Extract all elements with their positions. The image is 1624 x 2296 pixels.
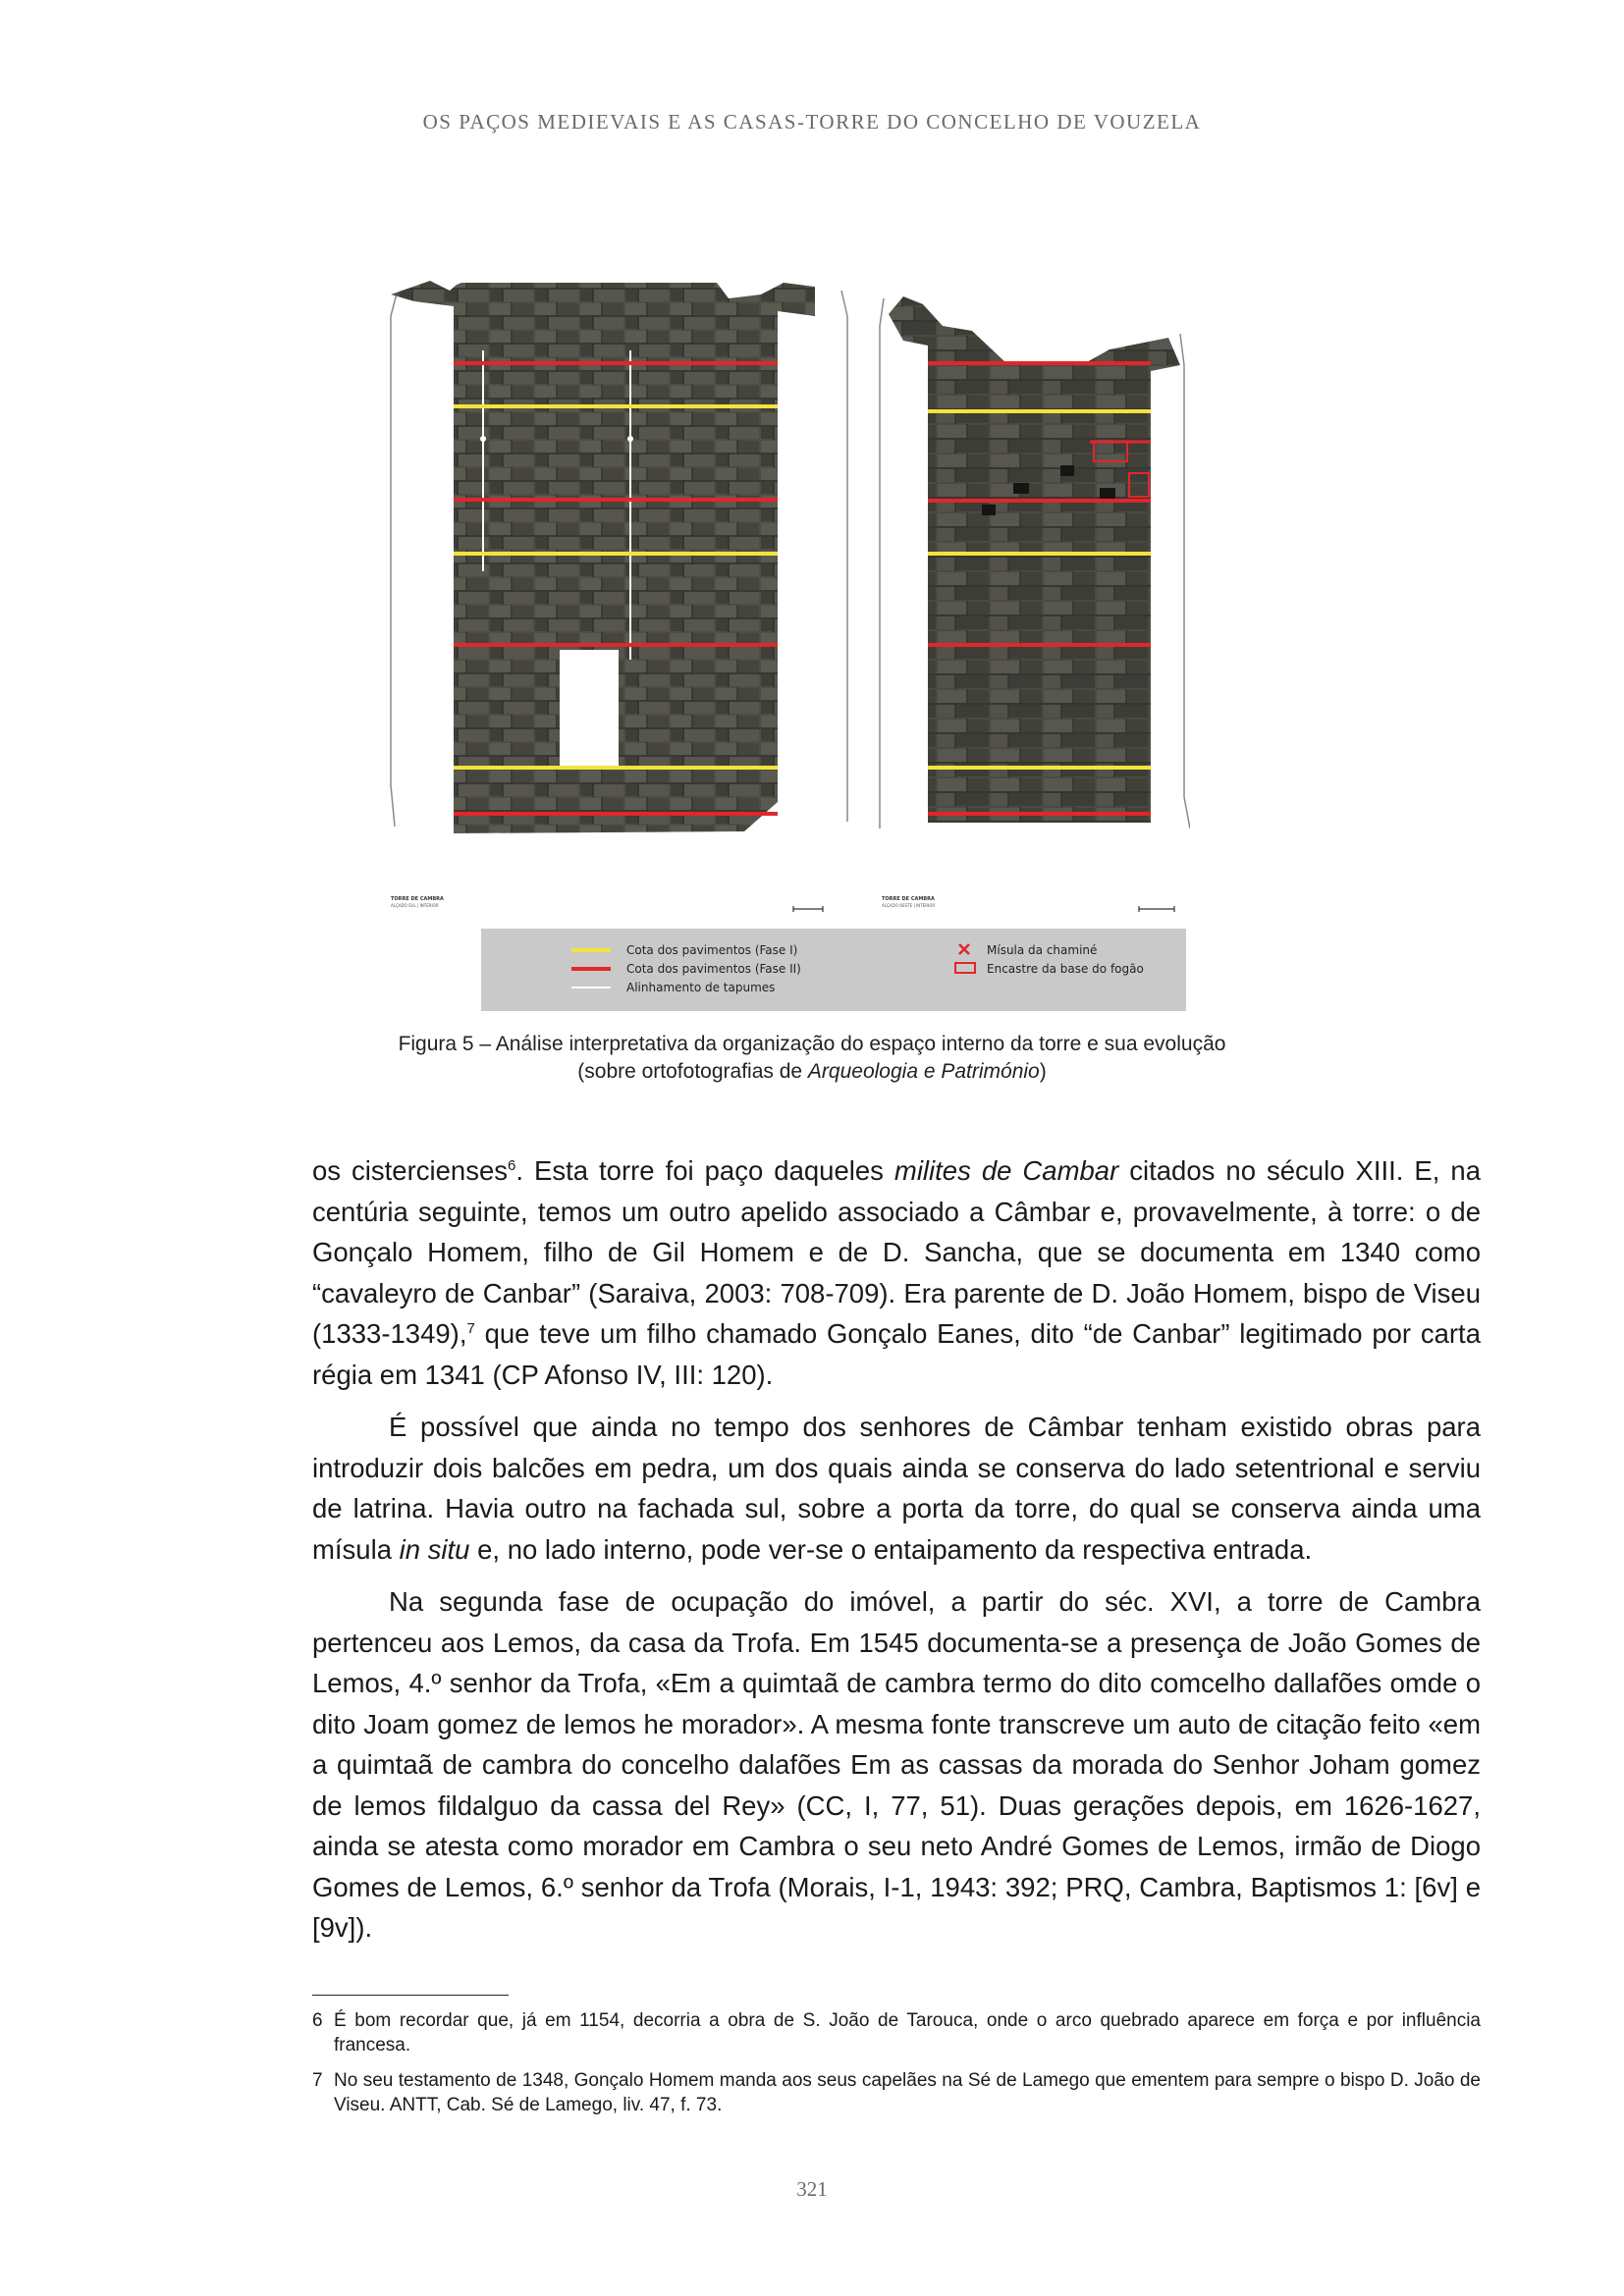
legend-white-line: Alinhamento de tapumes [626,981,776,994]
paragraph-2: É possível que ainda no tempo dos senhores de Câmbar tenham existido obras para introduzir dois balcões em pedra, um dos quais ainda se conserva do lado setentrional e serviu de latrina. Havia outro na fachada sul, sobre a porta da torre, do qual se conserva ainda uma mísula in situ e, no lado interno, pode ver-se o entaipamento da respectiva entrada. [312,1412,1481,1565]
figure-caption [0,1031,1624,1086]
figure-legend [481,929,1186,1011]
footnote-text: É bom recordar que, já em 1154, decorria a obra de S. João de Tarouca, onde o arco quebrado aparece em força e por influência francesa. [334,2010,1481,2056]
caption-line-2 [0,1058,1624,1086]
paragraph-3: Na segunda fase de ocupação do imóvel, a partir do séc. XVI, a torre de Cambra pertenceu aos Lemos, da casa da Trofa. Em 1545 documenta-se a presença de João Gomes de Lemos, 4.º senhor da Trofa, «Em a quimtaã de cambra termo do dito comcelho dallafões omde o dito Joam gomez de lemos he morador». A mesma fonte transcreve um auto de citação feito «em a quimtaã de cambra do concelho dalafões Em as cassas da morada do Senhor Joham gomez de lemos fildalguo da cassa del Rey» (CC, I, 77, 51). Duas gerações depois, em 1626-1627, ainda se atesta como morador em Cambra o seu neto André Gomes de Lemos, irmão de Diogo Gomes de Lemos, 6.º senhor da Trofa (Morais, I-1, 1943: 392; PRQ, Cambra, Baptismos 1: [6v] e [9v]). [312,1586,1481,1943]
left-elevation [391,281,847,912]
orthophoto-elevations [353,247,1190,1011]
footnote-7 [312,2068,1481,2117]
footnote-6 [312,2008,1481,2057]
page-number: 321 [796,2177,828,2201]
left-scale-bar [793,906,823,912]
right-scale-bar [1139,906,1174,912]
footnote-text: No seu testamento de 1348, Gonçalo Homem manda aos seus capelães na Sé de Lamego que ementem para sempre o bispo D. João de Viseu. ANTT, Cab. Sé de Lamego, liv. 47, f. 73. [334,2070,1481,2115]
left-panel-title: TORRE DE CAMBRA [391,896,444,902]
paragraph-1: os cistercienses$^6$. Esta torre foi paço daqueles milites de Cambar citados no século XIII. E, na centúria seguinte, temos um outro apelido associado a Câmbar e, provavelmente, à torre: o de Gonçalo Homem, filho de Gil Homem e de D. Sancha, que se documenta em 1340 como “cavaleyro de Canbar” (Saraiva, 2003: 708-709). Era parente de D. João Homem, bispo de Viseu (1333-1349),$^7$ que teve um filho chamado Gonçalo Eanes, dito “de Canbar” legitimado por carta régia em 1341 (CP Afonso IV, III: 120). [312,1155,1481,1390]
footnote-ref-7[interactable]: 7 [466,1319,475,1337]
right-panel-title: TORRE DE CAMBRA [882,896,935,902]
legend-red-box: Encastre da base do fogão [987,962,1144,976]
footnote-ref-6[interactable]: 6 [508,1156,516,1174]
right-panel-subtitle: ALÇADO OESTE | INTERIOR [882,903,936,908]
running-head: OS PAÇOS MEDIEVAIS E AS CASAS-TORRE DO CONCELHO DE VOUZELA [422,110,1202,133]
legend-x-mark: Mísula da chaminé [987,943,1098,957]
caption-line-2-start: (sobre ortofotografias de [577,1060,808,1083]
legend-red-line: Cota dos pavimentos (Fase II) [626,962,801,976]
figure-5 [353,247,1190,1011]
body-text [312,1150,1481,1960]
legend-yellow-line: Cota dos pavimentos (Fase I) [626,943,798,957]
footnotes [312,2008,1481,2128]
caption-line-2-italic: Arqueologia e Património [807,1060,1040,1083]
caption-line-1: Figura 5 – Análise interpretativa da organização do espaço interno da torre e sua evolução [398,1033,1226,1055]
caption-line-2-end: ) [1039,1060,1047,1083]
footnote-number: 6 [312,2010,323,2031]
footnote-divider [312,1995,509,1996]
left-panel-subtitle-text: ALÇADO SUL | INTERIOR [391,903,439,908]
footnote-number: 7 [312,2070,323,2091]
right-elevation [880,296,1190,912]
